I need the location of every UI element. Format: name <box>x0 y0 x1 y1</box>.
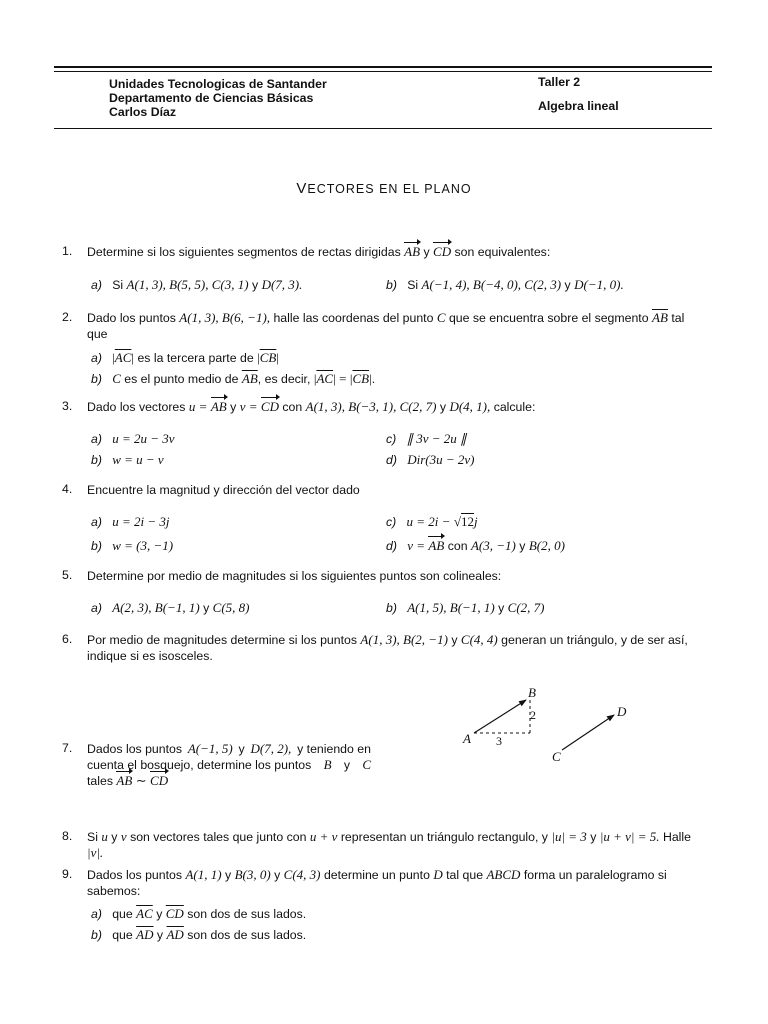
problem-9-item-a: a) que $\overline{AC}$ y $\overline{CD}$ son dos de sus lados. <box>91 906 307 921</box>
problem-3-item-a: a) u = 2u − 3v <box>91 431 175 446</box>
header-rule-top <box>54 66 712 68</box>
problem-3-number: 3. <box>62 399 73 413</box>
problem-3-item-d: d) Dir(3u − 2v) <box>386 452 475 467</box>
problem-4-item-a: a) u = 2i − 3j <box>91 514 170 529</box>
course-label: Algebra lineal <box>538 99 619 113</box>
problem-9-item-b: b) que $\overline{AD}$ y $\overline{AD}$ son dos de sus lados. <box>91 927 307 942</box>
problem-5-item-b: b) A(1, 5), B(−1, 1) y C(2, 7) <box>386 600 545 615</box>
problem-1-item-a: a) Si A(1, 3), B(5, 5), C(3, 1) y D(7, 3). <box>91 277 303 292</box>
vector-cd-arrow <box>562 715 614 750</box>
figure-label-dy: 2 <box>530 708 536 722</box>
problem-6-number: 6. <box>62 632 73 646</box>
figure-label-d: D <box>617 704 627 719</box>
page-title: VECTORES EN EL PLANO <box>296 180 472 197</box>
header-rule-bottom <box>54 128 712 129</box>
problem-5-item-a: a) A(2, 3), B(−1, 1) y C(5, 8) <box>91 600 250 615</box>
problem-7-statement: Dados los puntos A(−1, 5) y D(7, 2), y teniendo en cuenta el bosquejo, determine los puntos B y C tales AB ∼ CD <box>87 741 371 788</box>
problem-1-number: 1. <box>62 244 73 258</box>
department-name: Departamento de Ciencias Básicas <box>109 91 314 105</box>
figure-label-b: B <box>528 685 536 700</box>
problem-2-number: 2. <box>62 310 73 324</box>
problem-8-statement: Si u y v son vectores tales que junto con u + v representan un triángulo rectangulo, y |u| = 3 y |u + v| = 5. Halle |v|. <box>87 829 691 860</box>
problem-4-statement: Encuentre la magnitud y dirección del vector dado <box>87 483 360 497</box>
problem-8-number: 8. <box>62 829 73 843</box>
figure-label-a: A <box>463 731 471 746</box>
problem-4-number: 4. <box>62 482 73 496</box>
problem-1-item-b: b) Si A(−1, 4), B(−4, 0), C(2, 3) y D(−1, 0). <box>386 277 624 292</box>
header-rule-top-thin <box>54 71 712 72</box>
vector-ab-arrow <box>474 700 526 733</box>
problem-9-number: 9. <box>62 867 73 881</box>
problem-3-item-b: b) w = u − v <box>91 452 164 467</box>
problem-4-item-d: d) v = AB con A(3, −1) y B(2, 0) <box>386 538 565 553</box>
problem-2-statement: Dado los puntos A(1, 3), B(6, −1), halle las coordenas del punto C que se encuentra sobre el segmento $\overline{AB}$ tal que <box>87 310 685 341</box>
problem-4-item-c: c) u = 2i − √12j <box>386 514 478 529</box>
problem-5-statement: Determine por medio de magnitudes si los siguientes puntos son colineales: <box>87 569 502 583</box>
problem-2-item-b: b) C es el punto medio de $\overline{AB}$, es decir, $|\overline{AC}| = |\overline{CB}|$. <box>91 371 376 386</box>
author-name: Carlos Díaz <box>109 105 176 119</box>
problem-6-statement: Por medio de magnitudes determine si los puntos A(1, 3), B(2, −1) y C(4, 4) generan un triángulo, y de ser así, indique si es isosceles. <box>87 632 688 663</box>
problem-4-item-b: b) w = (3, −1) <box>91 538 174 553</box>
problem-5-number: 5. <box>62 568 73 582</box>
problem-9-statement: Dados los puntos A(1, 1) y B(3, 0) y C(4, 3) determine un punto D tal que ABCD forma un paralelogramo si sabemos: <box>87 867 667 898</box>
problem-2-item-a: a) $|\overline{AC}|$ es la tercera parte de $|\overline{CB}|$ <box>91 350 279 365</box>
header-institution-block <box>109 77 327 119</box>
problem-1-statement: Determine si los siguientes segmentos de rectas dirigidas AB y CD son equivalentes: <box>87 244 551 259</box>
problem-7-number: 7. <box>62 741 73 755</box>
workshop-label: Taller 2 <box>538 75 581 89</box>
problem-3-statement: Dado los vectores u = AB y v = CD con A(1, 3), B(−3, 1), C(2, 7) y D(4, 1), calcule: <box>87 399 536 414</box>
figure-label-dx: 3 <box>496 734 502 748</box>
figure-label-c: C <box>552 749 561 764</box>
problem-3-item-c: c) ∥ 3v − 2u ∥ <box>386 431 467 446</box>
institution-name: Unidades Tecnologicas de Santander <box>109 77 327 91</box>
